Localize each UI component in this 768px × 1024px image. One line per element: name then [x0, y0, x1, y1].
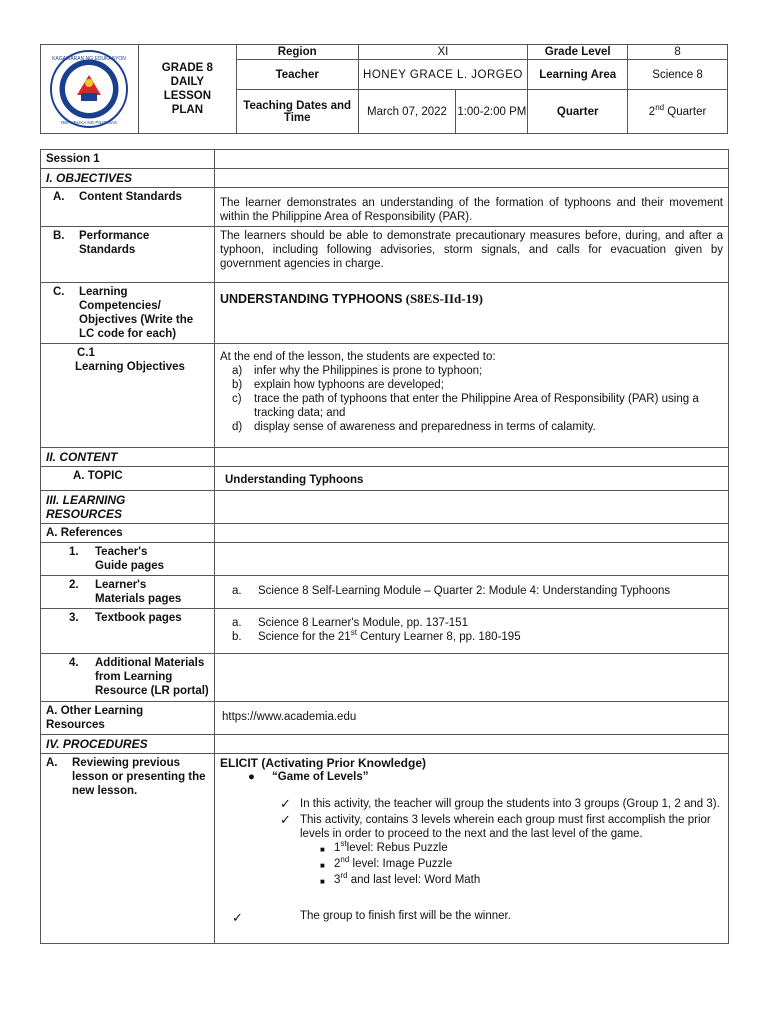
- empty-cell: [215, 654, 729, 702]
- list-marker: a.: [232, 617, 242, 629]
- list-item: [232, 392, 723, 420]
- region-label: Region: [236, 45, 358, 60]
- list-marker: a): [232, 365, 243, 377]
- plan-title-line: PLAN: [171, 104, 204, 116]
- item-label: Learning Competencies/ Objectives (Write the LC code for each): [79, 286, 194, 340]
- objectives-list: [220, 364, 723, 434]
- svg-text:REPUBLIKA NG PILIPINAS: REPUBLIKA NG PILIPINAS: [61, 120, 118, 125]
- deped-seal-logo: [49, 49, 129, 129]
- content-standards-label: [41, 188, 215, 227]
- dates-label: Teaching Dates and Time: [236, 90, 358, 134]
- list-text: infer why the Philippines is prone to typhoon;: [254, 365, 483, 377]
- performance-standards-label: [41, 227, 215, 283]
- empty-cell: [215, 735, 729, 754]
- level-item: [320, 841, 723, 857]
- session-label: Session 1: [41, 150, 215, 169]
- teacher-value: HONEY GRACE L. JORGEO: [358, 60, 528, 90]
- item-key: A.: [46, 757, 58, 769]
- checkmark-icon: ✓: [232, 910, 243, 925]
- level-sup: nd: [340, 855, 350, 865]
- date-value: March 07, 2022: [358, 90, 456, 134]
- item-key: C.1: [77, 347, 95, 359]
- check-item: [280, 813, 723, 841]
- item-label: Performance Standards: [79, 230, 150, 256]
- topic-label: A. TOPIC: [41, 467, 215, 491]
- game-title-row: [248, 770, 723, 784]
- level-item: [320, 857, 723, 873]
- list-marker: a.: [232, 585, 242, 597]
- quarter-sup: nd: [655, 102, 665, 112]
- check-item: [280, 797, 723, 811]
- text-sup: st: [350, 628, 357, 638]
- item-key: B.: [53, 230, 65, 242]
- level-item: [320, 873, 723, 889]
- item-key: 2.: [69, 579, 79, 591]
- textbook-pages-text: [215, 609, 729, 654]
- lesson-plan-table: [40, 149, 729, 944]
- check-text: The group to finish first will be the winner.: [300, 910, 511, 922]
- grade-level-label: Grade Level: [528, 45, 628, 60]
- level-text: level: Image Puzzle: [349, 858, 453, 870]
- region-value: XI: [358, 45, 528, 60]
- performance-standards-text: The learners should be able to demonstrate precautionary measures before, during, and after a typhoon, including following advisories, storm signals, and calls for evacuation given by government agencies in charge.: [215, 227, 729, 283]
- plan-title-line: LESSON: [163, 90, 212, 102]
- teachers-guide-label: [41, 543, 215, 576]
- empty-cell: [215, 448, 729, 467]
- item-key: 4.: [69, 657, 79, 669]
- plan-title-line: DAILY: [170, 76, 205, 88]
- deped-logo-cell: [41, 45, 139, 134]
- square-bullet-icon: ■: [320, 845, 325, 854]
- text-part: Science for the 21: [258, 631, 351, 643]
- learners-materials-text: [215, 576, 729, 609]
- other-resources-link[interactable]: https://www.academia.edu: [215, 702, 729, 735]
- level-num: 1: [334, 842, 341, 854]
- teacher-label: Teacher: [236, 60, 358, 90]
- learning-objectives-text: [215, 344, 729, 448]
- empty-cell: [215, 543, 729, 576]
- plan-title-line: GRADE 8: [161, 62, 213, 74]
- item-label: Learner's Materials pages: [95, 579, 182, 605]
- level-text: level: Rebus Puzzle: [346, 842, 448, 854]
- other-resources-label: A. Other Learning Resources: [41, 702, 215, 735]
- competency-title: UNDERSTANDING TYPHOONS: [220, 292, 403, 306]
- quarter-value: [628, 90, 728, 134]
- item-label: Reviewing previous lesson or presenting the new lesson.: [72, 757, 206, 797]
- competencies-label: [41, 283, 215, 344]
- list-marker: b): [232, 379, 243, 391]
- list-text: Science 8 Self-Learning Module – Quarter 2: Module 4: Understanding Typhoons: [258, 585, 671, 597]
- quarter-word: Quarter: [664, 105, 707, 118]
- bullet-icon: ●: [248, 771, 255, 783]
- check-item-final: [232, 910, 511, 926]
- objectives-intro: At the end of the lesson, the students are expected to:: [220, 351, 496, 363]
- plan-title: [138, 45, 236, 134]
- item-key: C.: [53, 286, 65, 298]
- empty-cell: [215, 150, 729, 169]
- resources-heading: III. LEARNING RESOURCES: [41, 491, 215, 524]
- svg-text:KAGAWARAN NG EDUKASYON: KAGAWARAN NG EDUKASYON: [52, 56, 127, 62]
- quarter-num: 2: [648, 105, 656, 118]
- content-heading: II. CONTENT: [41, 448, 215, 467]
- topic-value: Understanding Typhoons: [215, 467, 729, 491]
- item-key: 3.: [69, 612, 79, 624]
- list-text: trace the path of typhoons that enter the Philippine Area of Responsibility (PAR) using a tracking data; and: [254, 393, 699, 419]
- competencies-text: [215, 283, 729, 344]
- level-text: and last level: Word Math: [347, 874, 481, 886]
- item-label: Learning Objectives: [75, 361, 185, 373]
- time-value: 1:00-2:00 PM: [456, 90, 528, 134]
- list-text: [258, 630, 521, 644]
- list-marker: b.: [232, 631, 242, 643]
- list-text: explain how typhoons are developed;: [254, 379, 444, 391]
- empty-cell: [215, 524, 729, 543]
- item-label: Additional Materials from Learning Resource (LR portal): [95, 657, 209, 697]
- level-sup: st: [340, 839, 347, 849]
- content-standards-text: The learner demonstrates an understanding of the formation of typhoons and their movement within the Philippine Area of Responsibility (PAR).: [215, 188, 729, 227]
- list-marker: d): [232, 421, 243, 433]
- level-num: 3: [334, 874, 341, 886]
- additional-materials-label: [41, 654, 215, 702]
- learning-area-value: Science 8: [628, 60, 728, 90]
- textbook-pages-label: [41, 609, 215, 654]
- square-bullet-icon: ■: [320, 877, 325, 886]
- empty-cell: [215, 491, 729, 524]
- quarter-label: Quarter: [528, 90, 628, 134]
- item-label: Teacher's Guide pages: [95, 546, 165, 572]
- check-text: In this activity, the teacher will group the students into 3 groups (Group 1, 2 and 3).: [300, 798, 720, 810]
- elicit-heading: ELICIT (Activating Prior Knowledge): [220, 756, 427, 770]
- list-item: [232, 378, 723, 392]
- item-label: Textbook pages: [95, 612, 182, 624]
- item-label: Content Standards: [79, 191, 182, 203]
- level-num: 2: [334, 858, 341, 870]
- checkmark-icon: ✓: [280, 812, 291, 827]
- checkmark-icon: ✓: [280, 796, 291, 811]
- check-text: This activity, contains 3 levels wherein each group must first accomplish the prior levels in order to proceed to the next and the last level of the game.: [300, 814, 711, 840]
- objectives-heading: I. OBJECTIVES: [41, 169, 215, 188]
- procedures-heading: IV. PROCEDURES: [41, 735, 215, 754]
- list-text: Science 8 Learner's Module, pp. 137-151: [258, 617, 468, 629]
- learning-objectives-label: [41, 344, 215, 448]
- learning-area-label: Learning Area: [528, 60, 628, 90]
- list-marker: c): [232, 393, 242, 405]
- level-sup: rd: [340, 871, 348, 881]
- list-item: [232, 364, 723, 378]
- list-text: display sense of awareness and preparedness in terms of calamity.: [254, 421, 596, 433]
- item-key: A.: [53, 191, 65, 203]
- item-key: 1.: [69, 546, 79, 558]
- references-label: A. References: [41, 524, 215, 543]
- learners-materials-label: [41, 576, 215, 609]
- square-bullet-icon: ■: [320, 861, 325, 870]
- lc-code: (S8ES-IId-19): [405, 291, 483, 306]
- game-title: “Game of Levels”: [272, 771, 369, 783]
- empty-cell: [215, 169, 729, 188]
- header-table: [40, 44, 728, 134]
- reviewing-lesson-label: [41, 754, 215, 944]
- text-part: Century Learner 8, pp. 180-195: [356, 631, 521, 643]
- list-item: [232, 420, 723, 434]
- grade-level-value: 8: [628, 45, 728, 60]
